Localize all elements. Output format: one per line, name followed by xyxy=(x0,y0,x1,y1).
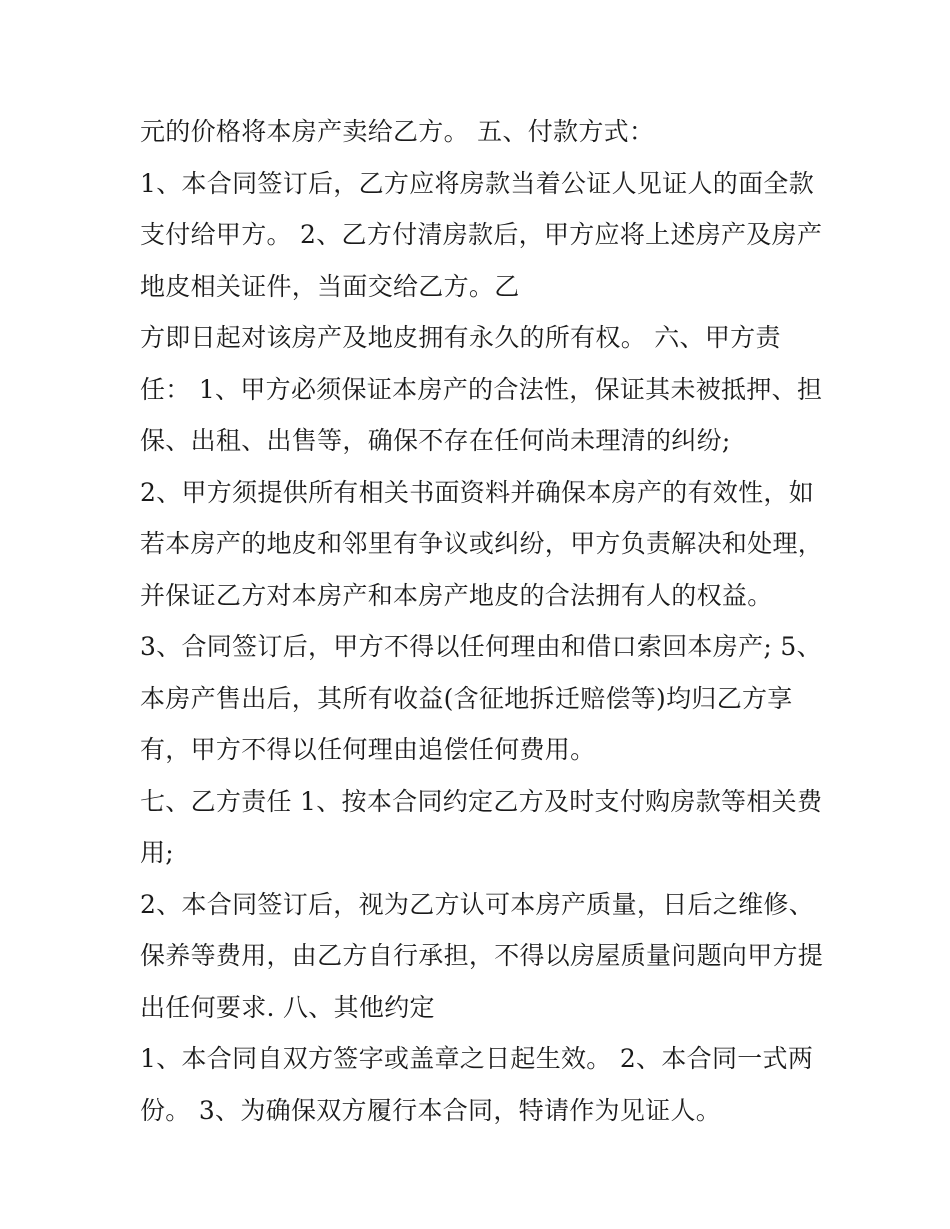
text-line: 2、本合同签订后，视为乙方认可本房产质量，日后之维修、 xyxy=(140,889,815,919)
text-line: 本房产售出后，其所有收益(含征地拆迁赔偿等)均归乙方享 xyxy=(140,683,793,713)
text-line: 任： 1、甲方必须保证本房产的合法性，保证其未被抵押、担 xyxy=(140,374,823,404)
text-line: 用; xyxy=(140,838,175,867)
text-line: 若本房产的地皮和邻里有争议或纠纷，甲方负责解决和处理， xyxy=(140,529,824,558)
text-line: 出任何要求. 八、其他约定 xyxy=(140,992,435,1022)
contract-body xyxy=(140,106,830,1136)
text-line: 份。 3、为确保双方履行本合同，特请作为见证人。 xyxy=(140,1095,722,1125)
text-line: 保、出租、出售等，确保不存在任何尚未理清的纠纷; xyxy=(140,426,731,455)
text-line: 2、甲方须提供所有相关书面资料并确保本房产的有效性，如 xyxy=(140,477,815,507)
text-line: 方即日起对该房产及地皮拥有永久的所有权。 六、甲方责 xyxy=(140,323,781,352)
text-line: 1、本合同签订后，乙方应将房款当着公证人见证人的面全款 xyxy=(140,168,815,198)
text-line: 并保证乙方对本房产和本房产地皮的合法拥有人的权益。 xyxy=(140,580,773,610)
text-line: 七、乙方责任 1、按本合同约定乙方及时支付购房款等相关费 xyxy=(140,786,823,816)
text-line: 保养等费用，由乙方自行承担，不得以房屋质量问题向甲方提 xyxy=(140,941,824,970)
text-line: 支付给甲方。 2、乙方付清房款后，甲方应将上述房产及房产 xyxy=(140,220,823,249)
text-line: 3、合同签订后，甲方不得以任何理由和借口索回本房产; 5、 xyxy=(140,632,822,661)
text-line: 地皮相关证件，当面交给乙方。乙 xyxy=(140,271,520,301)
text-line: 元的价格将本房产卖给乙方。 五、付款方式： xyxy=(140,117,655,146)
text-line: 有，甲方不得以任何理由追偿任何费用。 xyxy=(140,735,596,764)
text-line: 1、本合同自双方签字或盖章之日起生效。 2、本合同一式两 xyxy=(140,1044,814,1073)
